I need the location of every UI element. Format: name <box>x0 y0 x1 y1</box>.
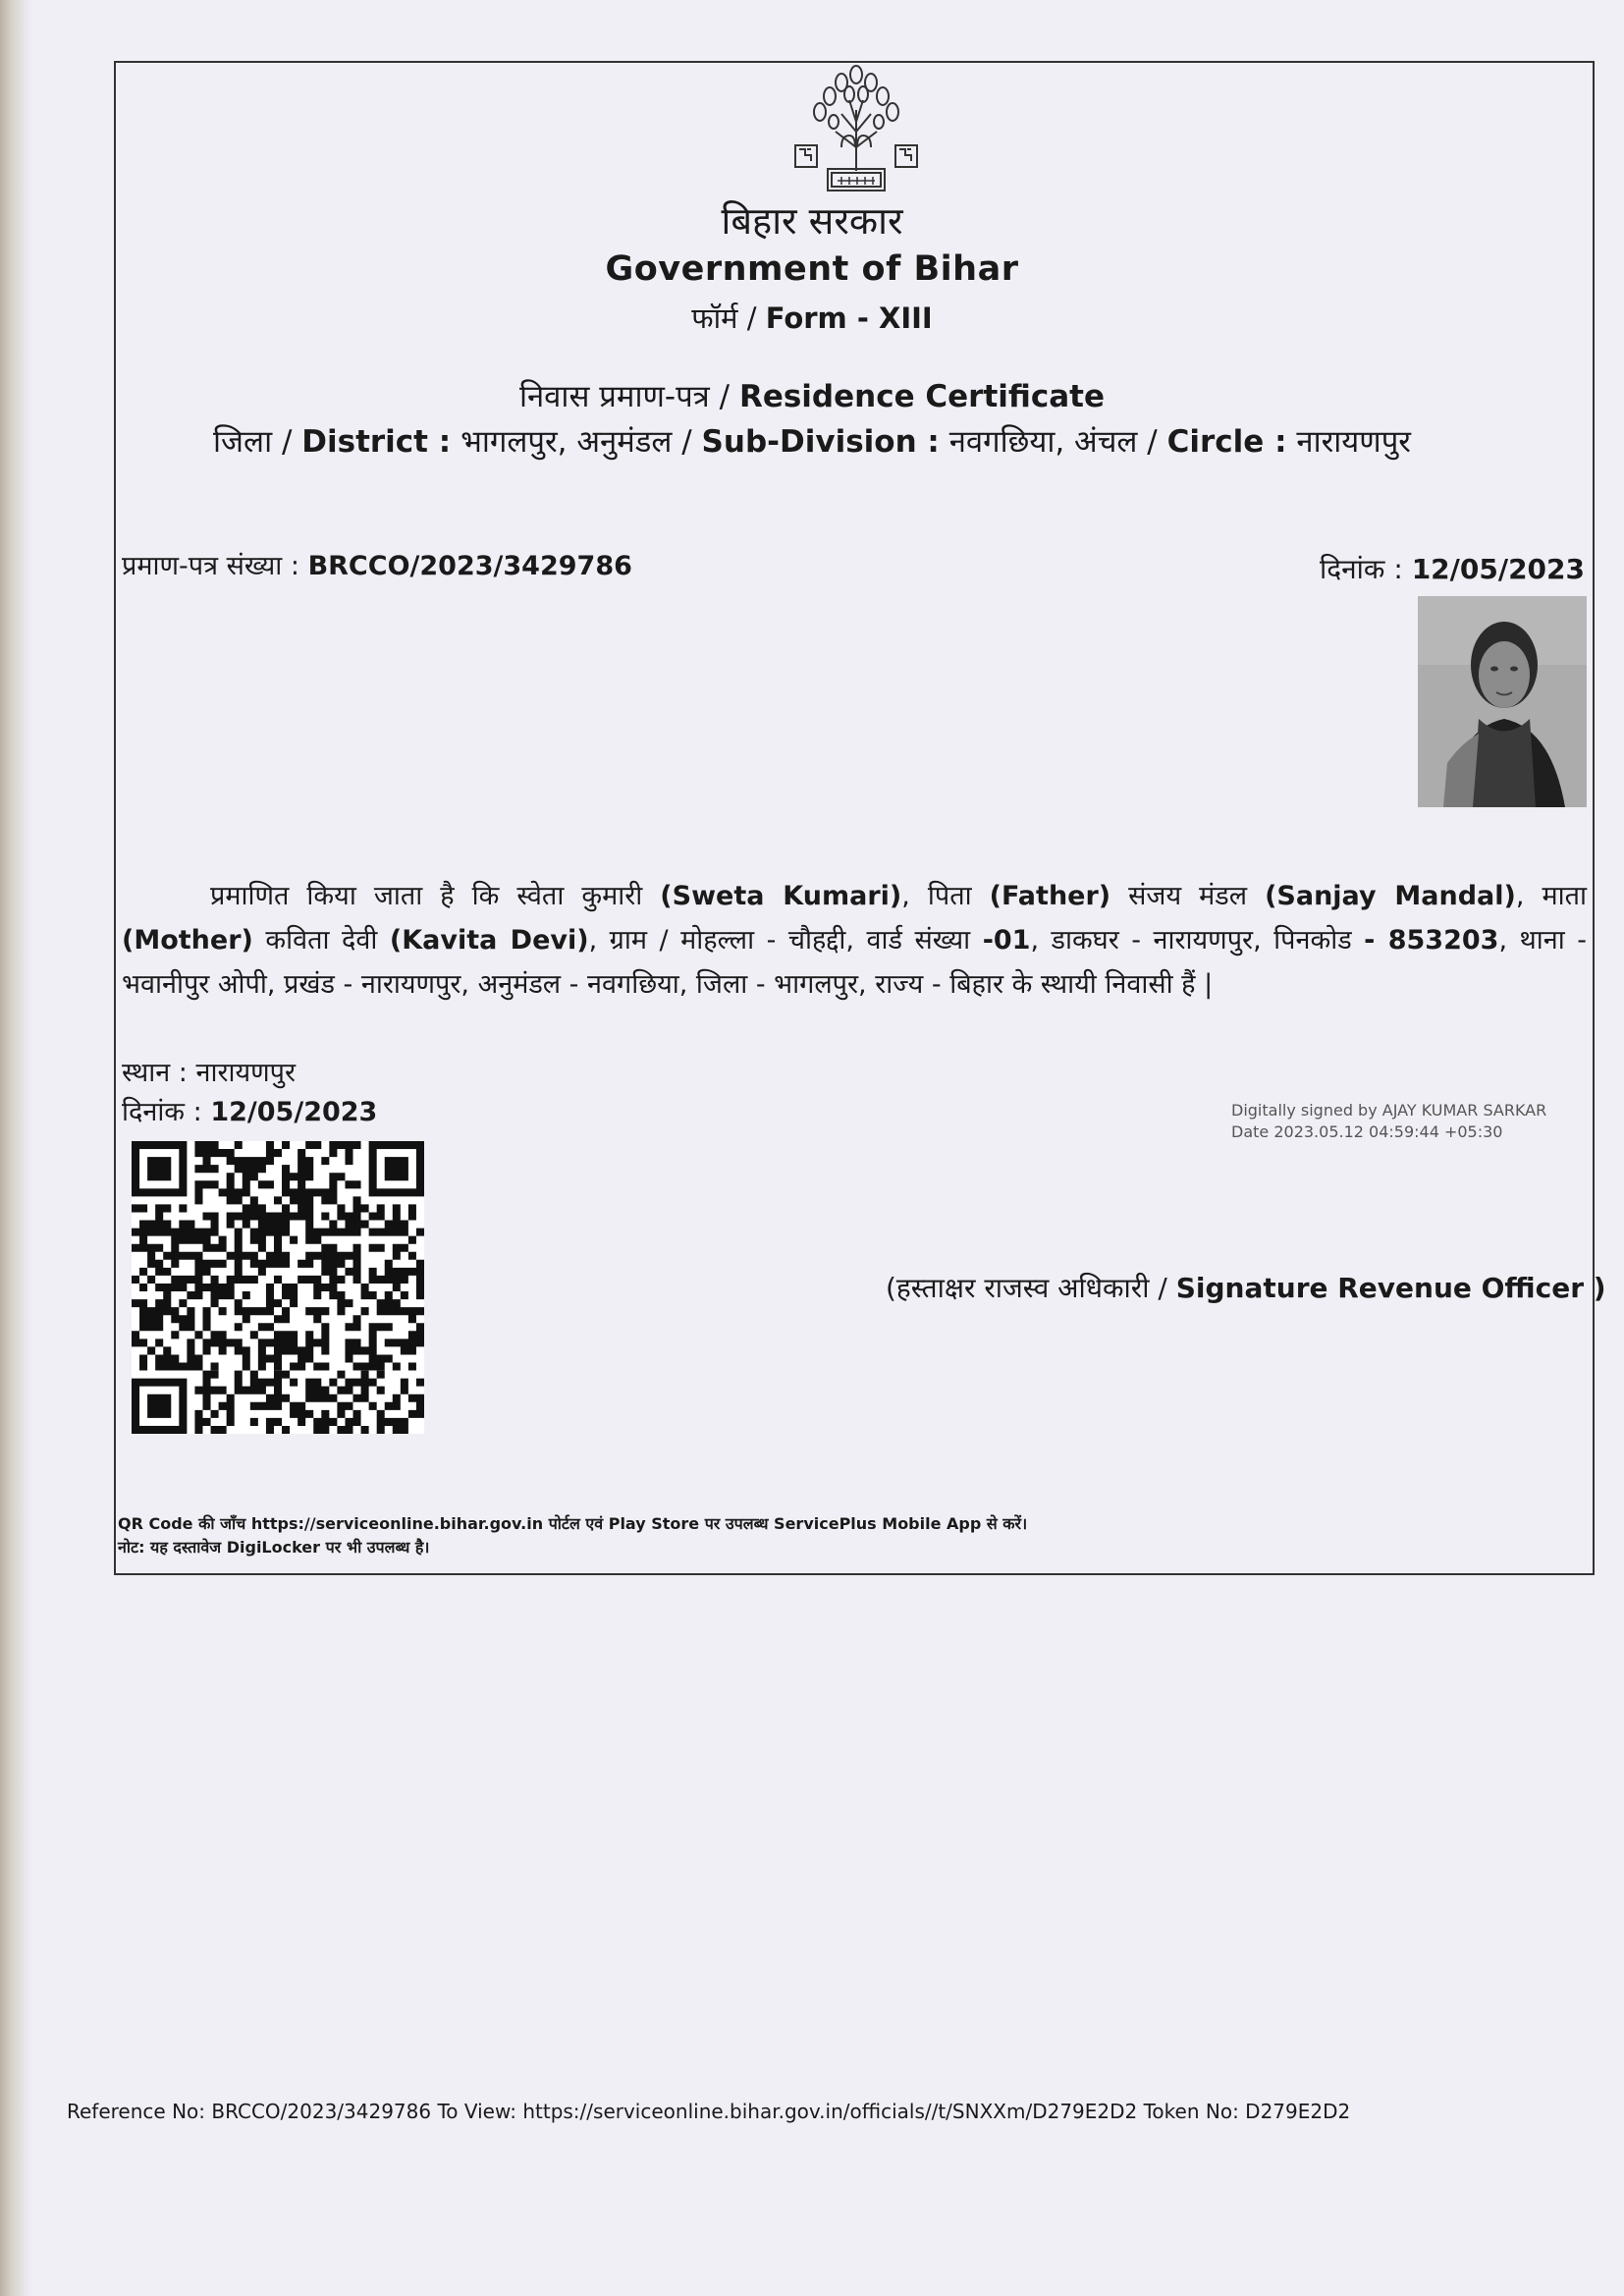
certificate-title-hindi: निवास प्रमाण-पत्र / <box>518 379 731 414</box>
qr-note-line-1: QR Code की जाँच https://serviceonline.bihar.gov.in पोर्टल एवं Play Store पर उपलब्ध ServicePlus Mobile App से करें। <box>118 1514 1028 1533</box>
district-label: District : <box>301 424 452 460</box>
certificate-number-value: BRCCO/2023/3429786 <box>307 551 632 581</box>
place-label: स्थान : <box>122 1058 188 1088</box>
form-label-hindi: फॉर्म / <box>691 301 757 335</box>
circle-value: नारायणपुर <box>1296 424 1411 460</box>
certificate-number-label: प्रमाण-पत्र संख्या : <box>122 551 299 581</box>
digital-signature <box>1231 1100 1546 1143</box>
issue-date <box>1320 550 1585 587</box>
sign-date-value: 12/05/2023 <box>210 1097 378 1127</box>
form-number <box>0 299 1624 337</box>
signature-caption <box>886 1269 1606 1306</box>
applicant-photo <box>1418 596 1587 807</box>
statement-text: , डाकघर - नारायणपुर, पिनकोड <box>1030 925 1365 956</box>
sign-date <box>122 1092 377 1128</box>
issue-date-label: दिनांक : <box>1320 553 1403 585</box>
applicant-name-english: (Sweta Kumari) <box>660 881 902 911</box>
certificate-title-english: Residence Certificate <box>738 379 1106 414</box>
statement-text: , पिता <box>901 881 990 911</box>
applicant-photo-image <box>1418 596 1587 807</box>
signature-caption-hindi: (हस्ताक्षर राजस्व अधिकारी / <box>886 1272 1167 1304</box>
statement-text: , थाना - भवानीपुर ओपी, प्रखंड - नारायणपुर, अनुमंडल - नवगछिया, जिला - भागलपुर, राज्य - बिहार के स्थायी निवासी हैं | <box>122 925 1588 1000</box>
paper-edge-shadow <box>0 0 33 2296</box>
verification-qr-code[interactable] <box>132 1141 424 1434</box>
subdivision-value: नवगछिया, अंचल / <box>948 424 1158 460</box>
statement-text: , ग्राम / मोहल्ला - चौहद्दी, वार्ड संख्या <box>588 925 983 956</box>
digital-signature-date: Date 2023.05.12 04:59:44 +05:30 <box>1231 1122 1503 1141</box>
statement-text: संजय मंडल <box>1110 881 1266 911</box>
subdivision-label: Sub-Division : <box>701 424 940 460</box>
district-value: भागलपुर, अनुमंडल / <box>460 424 692 460</box>
pincode: - 853203 <box>1364 925 1499 956</box>
bihar-emblem-icon <box>790 61 922 194</box>
certificate-number <box>122 546 632 582</box>
place <box>122 1053 296 1089</box>
certificate-statement <box>122 874 1587 1007</box>
place-value: नारायणपुर <box>195 1058 297 1088</box>
qr-verification-note <box>118 1512 1027 1559</box>
circle-label: Circle : <box>1166 424 1287 460</box>
reference-line: Reference No: BRCCO/2023/3429786 To View: https://serviceonline.bihar.gov.in/officials//t/SNXXm/D279E2D2 Token No: D279E2D2 <box>67 2100 1351 2123</box>
father-name-english: (Sanjay Mandal) <box>1265 881 1516 911</box>
title-english: Government of Bihar <box>605 249 1019 289</box>
issue-date-value: 12/05/2023 <box>1411 553 1585 585</box>
father-label-english: (Father) <box>989 881 1111 911</box>
statement-text: कविता देवी <box>252 925 390 956</box>
mother-name-english: (Kavita Devi) <box>389 925 589 956</box>
jurisdiction-line <box>0 420 1624 462</box>
mother-label-english: (Mother) <box>122 925 253 956</box>
district-label-hindi: जिला / <box>213 424 293 460</box>
ward-number: -01 <box>982 925 1031 956</box>
title-hindi: बिहार सरकार <box>721 199 903 243</box>
signature-caption-english: Signature Revenue Officer ) <box>1175 1272 1606 1304</box>
statement-text: प्रमाणित किया जाता है कि स्वेता कुमारी <box>210 881 661 911</box>
digital-signature-signer: Digitally signed by AJAY KUMAR SARKAR <box>1231 1101 1547 1120</box>
certificate-title <box>0 375 1624 416</box>
statement-text: , माता <box>1515 881 1587 911</box>
form-label-english: Form - XIII <box>765 301 933 335</box>
sign-date-label: दिनांक : <box>122 1097 202 1127</box>
qr-note-line-2: नोट: यह दस्तावेज DigiLocker पर भी उपलब्ध है। <box>118 1538 430 1557</box>
